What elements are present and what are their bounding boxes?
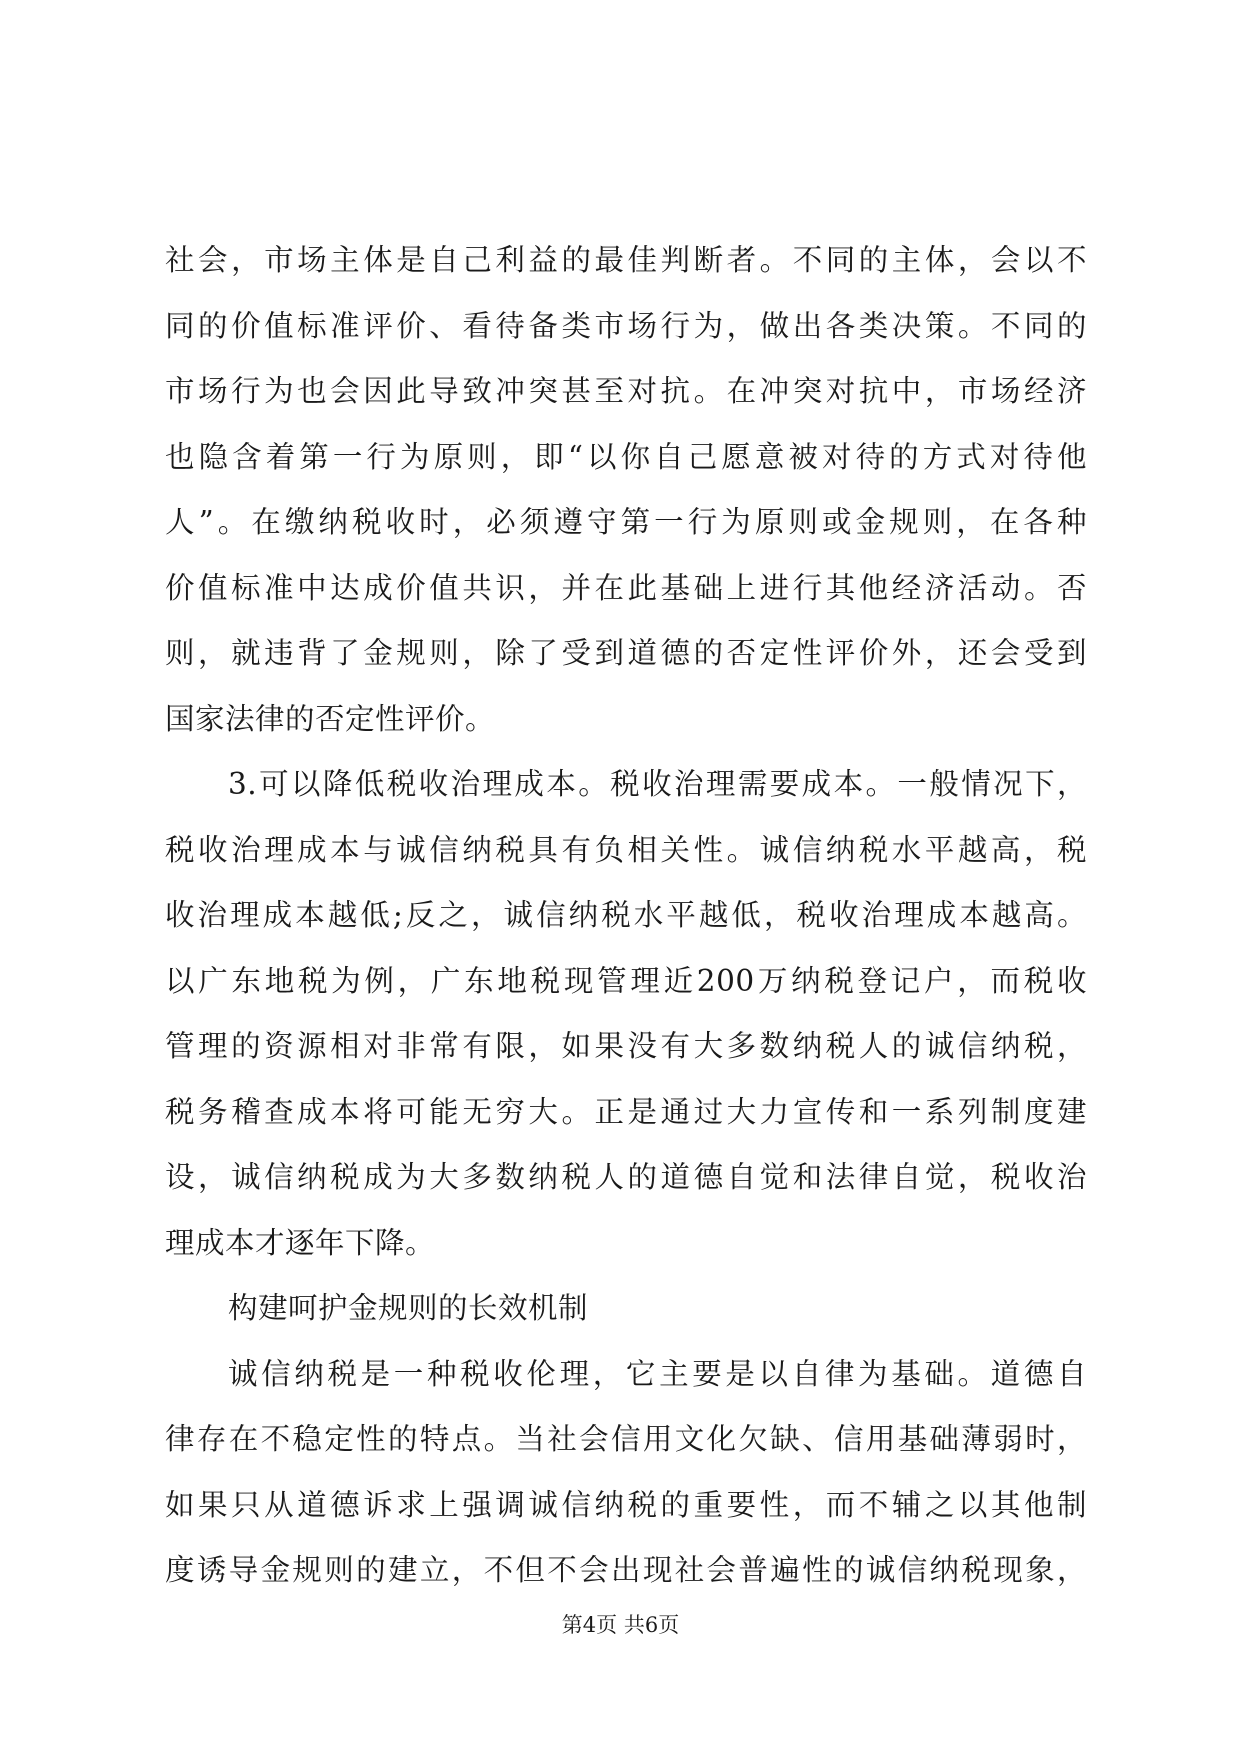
text-line: 同的价值标准评价、看待备类市场行为，做出各类决策。不同的 bbox=[165, 308, 1087, 343]
text-line: 管理的资源相对非常有限，如果没有大多数纳税人的诚信纳税， bbox=[165, 1029, 1087, 1063]
text-line: 理成本才逐年下降。 bbox=[165, 1225, 436, 1260]
body-text bbox=[165, 228, 1087, 1604]
text-line: 律存在不稳定性的特点。当社会信用文化欠缺、信用基础薄弱时， bbox=[165, 1422, 1087, 1456]
text-line: 如果只从道德诉求上强调诚信纳税的重要性，而不辅之以其他制 bbox=[165, 1487, 1087, 1522]
page-footer: 第4页 共6页 bbox=[561, 1613, 680, 1637]
text-line: 也隐含着第一行为原则，即“以你自己愿意被对待的方式对待他 bbox=[165, 439, 1087, 474]
text-line: 价值标准中达成价值共识，并在此基础上进行其他经济活动。否 bbox=[165, 570, 1087, 605]
text-line: 构建呵护金规则的长效机制 bbox=[228, 1291, 589, 1325]
text-line: 诚信纳税是一种税收伦理，它主要是以自律为基础。道德自 bbox=[228, 1356, 1087, 1391]
text-line: 国家法律的否定性评价。 bbox=[165, 701, 496, 736]
text-line: 社会，市场主体是自己利益的最佳判断者。不同的主体，会以不 bbox=[165, 243, 1087, 277]
text-line: 3.可以降低税收治理成本。税收治理需要成本。一般情况下， bbox=[228, 767, 1087, 801]
text-line: 收治理成本越低;反之，诚信纳税水平越低，税收治理成本越高。 bbox=[165, 898, 1087, 932]
text-line: 设，诚信纳税成为大多数纳税人的道德自觉和法律自觉，税收治 bbox=[165, 1160, 1087, 1194]
text-line: 人”。在缴纳税收时，必须遵守第一行为原则或金规则，在各种 bbox=[165, 505, 1087, 539]
text-line: 税务稽查成本将可能无穷大。正是通过大力宣传和一系列制度建 bbox=[165, 1094, 1087, 1129]
text-line: 度诱导金规则的建立，不但不会出现社会普遍性的诚信纳税现象， bbox=[165, 1553, 1087, 1587]
text-line: 税收治理成本与诚信纳税具有负相关性。诚信纳税水平越高，税 bbox=[165, 832, 1087, 867]
text-line: 则，就违背了金规则，除了受到道德的否定性评价外，还会受到 bbox=[165, 636, 1087, 670]
text-line: 市场行为也会因此导致冲突甚至对抗。在冲突对抗中，市场经济 bbox=[165, 374, 1087, 408]
text-line: 以广东地税为例，广东地税现管理近200万纳税登记户，而税收 bbox=[165, 963, 1087, 998]
